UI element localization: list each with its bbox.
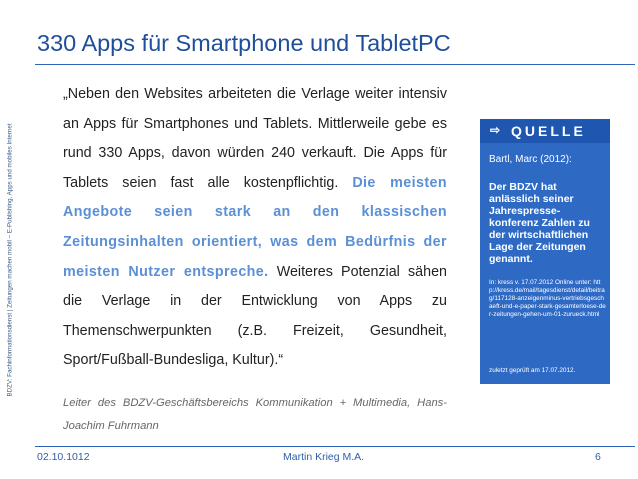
- quote-attribution: Leiter des BDZV-Geschäftsbereichs Kommunikation + Multimedia, Hans-Joachim Fuhrmann: [63, 397, 447, 432]
- arrow-right-icon: ⇨: [490, 123, 501, 137]
- page-number: 6: [595, 451, 601, 463]
- source-author: Bartl, Marc (2012):: [489, 154, 572, 165]
- source-online-link[interactable]: In: kress v. 17.07.2012 Online unter: http://kress.de/mail/tagesdienst/detail/beitrag/117128-anzeigenminus-vertriebsgeschaeft-und-e-paper-stark-gesamterloese-der-zeitungen-gehen-um-01-zurueck.html: [489, 279, 606, 318]
- quote-part-1: „Neben den Websites arbeiteten die Verlage weiter intensiv an Apps für Smartphones und Tablets. Mittlerweile gebe es rund 330 Apps, davon würden 240 verkauft. Die Apps für Tablets seien fast alle kostenpflichtig.: [63, 86, 447, 191]
- slide-title: 330 Apps für Smartphone und TabletPC: [37, 30, 451, 56]
- quote-highlight: Die meisten Angebote seien stark an den klassischen Zeitungsinhalten orientiert, was dem Bedürfnis der meisten Nutzer entspreche.: [63, 174, 447, 280]
- source-article-title: Der BDZV hat anlässlich seiner Jahrespresse-konferenz Zahlen zu der wirtschaftlichen Lage der Zeitungen genannt.: [489, 181, 590, 265]
- footer-date: 02.10.1012: [37, 451, 90, 463]
- source-heading: [480, 119, 610, 143]
- vertical-sidebar-caption: [4, 100, 16, 420]
- footer-divider: [35, 446, 635, 447]
- source-checked-date: zuletzt geprüft am 17.07.2012.: [489, 367, 576, 374]
- quote-part-2: Weiteres Potenzial sähen die Verlage in der Entwicklung von Apps zu Themenschwerpunkten (z.B. Freizeit, Gesundheit, Sport/Fußball-Bundesliga, Kultur).“: [63, 263, 447, 369]
- title-divider: [35, 64, 635, 65]
- footer-author: Martin Krieg M.A.: [283, 451, 365, 463]
- vertical-caption-text: BDZV: Fachinformationsdienst | Zeitungen machen mobil – E-Publishing, Apps und mobiles Internet: [6, 123, 14, 397]
- source-box: [480, 119, 610, 384]
- quote-text: [63, 80, 447, 376]
- source-heading-label: QUELLE: [511, 123, 586, 139]
